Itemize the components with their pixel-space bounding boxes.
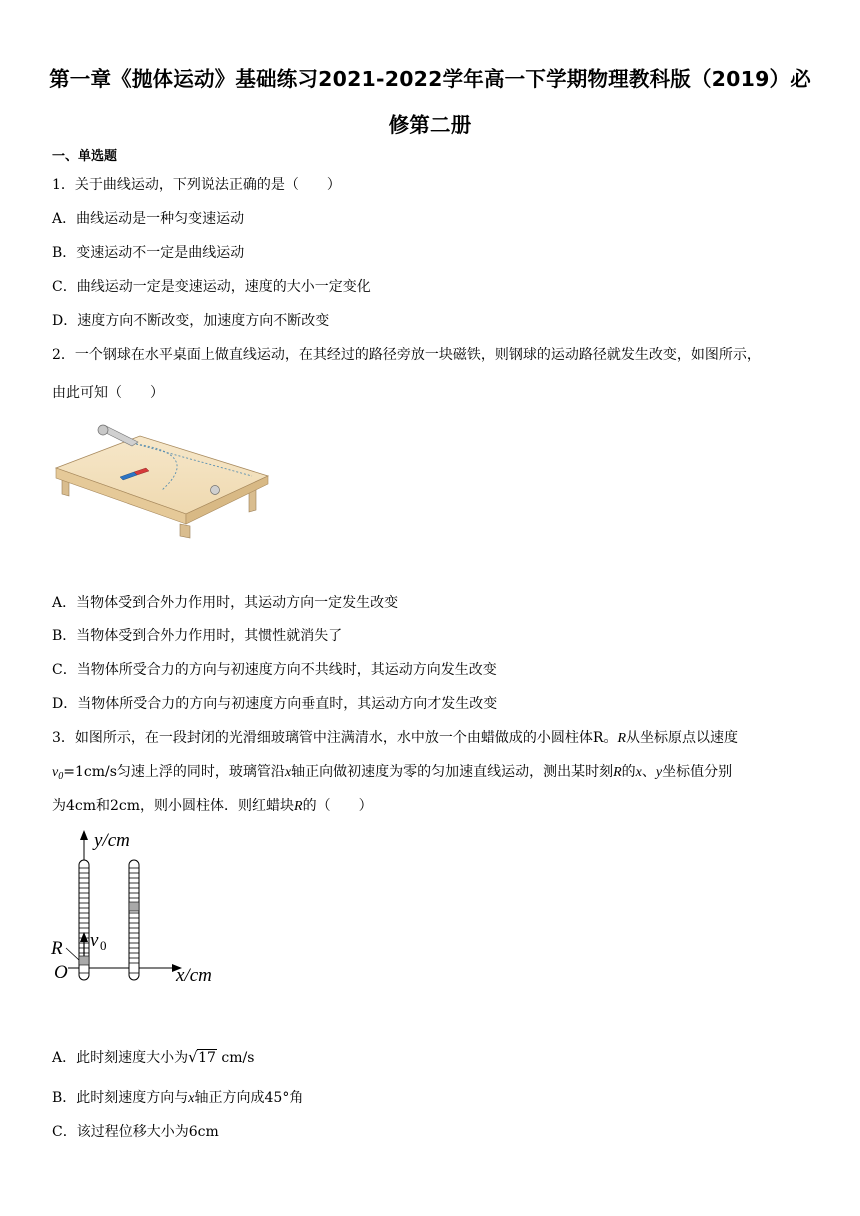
q2-option-d: D．当物体所受合力的方向与初速度方向垂直时，其运动方向才发生改变 [52, 696, 498, 712]
O-label: O [54, 962, 68, 983]
y-axis-label: y/cm [94, 830, 130, 851]
q3-option-c: C．该过程位移大小为6cm [52, 1124, 219, 1140]
q3-stem-line2 [52, 761, 732, 782]
v0-sub-label: 0 [100, 938, 107, 953]
q1-stem: 1．关于曲线运动，下列说法正确的是（ ） [52, 177, 341, 193]
q3-tube-figure [48, 826, 233, 986]
R-pointer [66, 948, 79, 960]
q3-var-x2: x [635, 765, 642, 780]
x-axis-label: x/cm [176, 965, 212, 986]
R-label: R [51, 938, 63, 959]
q3-stem-line3 [52, 795, 373, 815]
wax-block-right [129, 902, 139, 911]
q2-stem-line1: 2．一个钢球在水平桌面上做直线运动，在其经过的路径旁放一块磁铁，则钢球的运动路径就发生改变，如图所示， [52, 347, 761, 363]
q3-stem-line2-a: =1cm/s匀速上浮的同时，玻璃管沿 [63, 764, 285, 780]
q3-var-R2: R [613, 765, 622, 780]
q3-stem-line2-e: 坐标值分别 [662, 764, 733, 780]
document-title-line1: 第一章《抛体运动》基础练习2021-2022学年高一下学期物理教科版（2019）必 [49, 67, 811, 91]
q1-option-d: D．速度方向不断改变，加速度方向不断改变 [52, 313, 330, 329]
steel-ball-start [98, 425, 108, 435]
table-leg [180, 524, 190, 538]
q3-stem-line2-b: 轴正向做初速度为零的匀加速直线运动，测出某时刻 [291, 764, 614, 780]
q3-option-b-var-x: x [188, 1091, 195, 1106]
q2-option-a: A．当物体受到合外力作用时，其运动方向一定发生改变 [52, 595, 399, 611]
q3-var-y: y [655, 765, 663, 780]
q1-option-c: C．曲线运动一定是变速运动，速度的大小一定变化 [52, 279, 371, 295]
q3-option-a-text: A．此时刻速度大小为 [52, 1050, 189, 1066]
y-axis-arrow [80, 830, 88, 840]
q2-stem-line2: 由此可知（ ） [52, 385, 164, 401]
steel-ball-end [211, 486, 220, 495]
q3-option-a [52, 1047, 254, 1067]
q3-stem-line2-c: 的 [621, 764, 636, 780]
section-heading: 一、单选题 [52, 149, 118, 164]
q3-var-x: x [284, 765, 292, 780]
q3-option-b [52, 1087, 303, 1107]
q3-stem-line1 [52, 727, 738, 747]
q3-var-v: v [52, 765, 59, 780]
q1-option-b: B．变速运动不一定是曲线运动 [52, 245, 245, 261]
q2-option-b: B．当物体受到合外力作用时，其惯性就消失了 [52, 628, 343, 644]
q3-stem-line3-b: 的（ ） [302, 798, 373, 814]
q3-stem-line1-text: 3．如图所示，在一段封闭的光滑细玻璃管中注满清水，水中放一个由蜡做成的小圆柱体R。 [52, 730, 618, 746]
q3-var-R3: R [294, 799, 303, 814]
q3-var-R: R [617, 731, 627, 746]
q3-var-v-sub: 0 [58, 771, 64, 782]
q3-stem-line1-tail: 从坐标原点以速度 [626, 730, 739, 746]
q3-option-b-text: B．此时刻速度方向与 [52, 1090, 189, 1106]
wax-block-left [79, 956, 89, 965]
sqrt-symbol: √ 17 [188, 1048, 216, 1066]
q2-table-magnet-figure [52, 418, 274, 540]
q3-option-b-tail: 轴正方向成45°角 [194, 1090, 304, 1106]
v0-label: v [90, 930, 99, 951]
document-title-line2: 修第二册 [388, 113, 472, 137]
q2-option-c: C．当物体所受合力的方向与初速度方向不共线时，其运动方向发生改变 [52, 662, 497, 678]
table-top [56, 436, 268, 514]
q3-stem-line3-a: 为4cm和2cm，则小圆柱体．则红蜡块 [52, 798, 295, 814]
q1-option-a: A．曲线运动是一种匀变速运动 [52, 211, 245, 227]
sqrt-radicand: 17 [198, 1050, 216, 1066]
q3-option-a-unit: cm/s [216, 1050, 255, 1066]
q3-stem-line2-d: 、 [641, 764, 656, 780]
